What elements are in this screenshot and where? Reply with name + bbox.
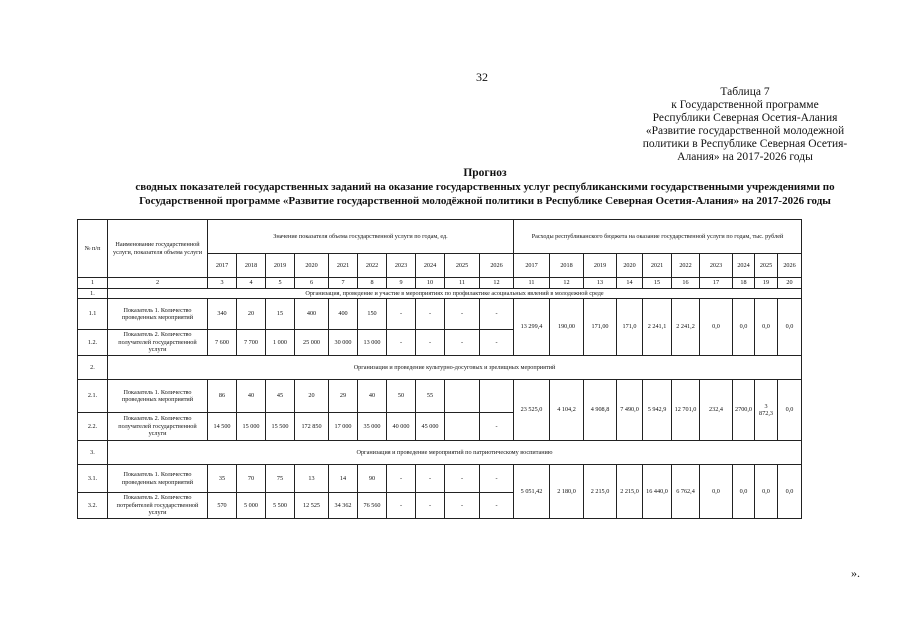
value-cell: 70 <box>237 465 266 493</box>
section-row <box>78 356 802 380</box>
value-cell: - <box>445 493 480 519</box>
table-row <box>78 299 802 330</box>
value-cell: 34 362 <box>329 493 358 519</box>
header-row <box>78 220 802 254</box>
expense-cell: 5 942,9 <box>643 380 672 441</box>
year-header: 2018 <box>550 254 584 278</box>
column-number: 9 <box>387 278 416 289</box>
expense-cell: 23 525,0 <box>514 380 550 441</box>
year-header: 2021 <box>329 254 358 278</box>
column-number: 17 <box>700 278 733 289</box>
value-cell: 40 000 <box>387 413 416 441</box>
value-cell: - <box>445 465 480 493</box>
section-title: Организация и проведение культурно-досуговых и зрелищных мероприятий <box>108 356 802 380</box>
value-cell: 86 <box>208 380 237 413</box>
year-header: 2018 <box>237 254 266 278</box>
row-number: 3.1. <box>78 465 108 493</box>
section-title: Организация, проведение и участие в мероприятиях по профилактике асоциальных явлений в молодежной среде <box>108 288 802 299</box>
value-cell: - <box>445 299 480 330</box>
value-cell: 7 700 <box>237 330 266 356</box>
expense-cell: 0,0 <box>733 299 755 356</box>
column-number: 18 <box>733 278 755 289</box>
value-cell: - <box>387 330 416 356</box>
expense-cell: 0,0 <box>778 299 802 356</box>
table-row <box>78 380 802 413</box>
column-number: 14 <box>617 278 643 289</box>
value-cell: 29 <box>329 380 358 413</box>
section-number: 3. <box>78 441 108 465</box>
expense-cell: 0,0 <box>700 465 733 519</box>
page-number: 32 <box>476 70 488 84</box>
column-number: 2 <box>108 278 208 289</box>
year-header: 2025 <box>755 254 778 278</box>
expense-cell: 0,0 <box>755 299 778 356</box>
expense-cell: 2 215,0 <box>584 465 617 519</box>
expense-cell: 171,00 <box>584 299 617 356</box>
section-row <box>78 288 802 299</box>
header-col-name: Наименование государственной услуги, показателя объема услуги <box>108 220 208 278</box>
value-cell: 45 000 <box>416 413 445 441</box>
expense-cell: 5 051,42 <box>514 465 550 519</box>
expense-cell: 0,0 <box>733 465 755 519</box>
column-number: 11 <box>445 278 480 289</box>
value-cell: - <box>387 465 416 493</box>
expense-cell: 2 215,0 <box>617 465 643 519</box>
value-cell: - <box>480 413 514 441</box>
column-number: 19 <box>755 278 778 289</box>
value-cell: - <box>445 330 480 356</box>
forecast-table <box>77 219 802 519</box>
column-number: 1 <box>78 278 108 289</box>
annex-line: политики в Республике Северная Осетия- <box>642 138 848 150</box>
value-cell: 75 <box>266 465 295 493</box>
value-cell: 14 <box>329 465 358 493</box>
value-cell: - <box>387 493 416 519</box>
year-header: 2023 <box>700 254 733 278</box>
value-cell: 400 <box>295 299 329 330</box>
value-cell: 50 <box>387 380 416 413</box>
value-cell <box>445 413 480 441</box>
expense-cell: 0,0 <box>700 299 733 356</box>
year-header: 2022 <box>672 254 700 278</box>
table-row <box>78 465 802 493</box>
value-cell: - <box>416 330 445 356</box>
expense-cell: 2 180,0 <box>550 465 584 519</box>
expense-cell: 171,0 <box>617 299 643 356</box>
expense-cell: 232,4 <box>700 380 733 441</box>
header-group-values: Значение показателя объема государственной услуги по годам, ед. <box>208 220 514 254</box>
section-title: Организация и проведение мероприятий по патриотическому воспитанию <box>108 441 802 465</box>
value-cell: 76 560 <box>358 493 387 519</box>
year-header: 2026 <box>778 254 802 278</box>
value-cell: 35 000 <box>358 413 387 441</box>
row-number: 1.1 <box>78 299 108 330</box>
value-cell: 15 500 <box>266 413 295 441</box>
value-cell <box>445 380 480 413</box>
column-number: 6 <box>295 278 329 289</box>
annex-line: к Государственной программе <box>671 99 819 111</box>
value-cell <box>480 380 514 413</box>
value-cell: 17 000 <box>329 413 358 441</box>
value-cell: 55 <box>416 380 445 413</box>
column-number: 13 <box>584 278 617 289</box>
year-header: 2020 <box>295 254 329 278</box>
expense-cell: 7 490,0 <box>617 380 643 441</box>
indicator-name: Показатель 2. Количество получателей государственной услуги <box>108 330 208 356</box>
value-cell: 90 <box>358 465 387 493</box>
column-number: 3 <box>208 278 237 289</box>
value-cell: 40 <box>237 380 266 413</box>
value-cell: - <box>416 465 445 493</box>
annex-line: Алания» на 2017-2026 годы <box>677 151 813 163</box>
value-cell: - <box>387 299 416 330</box>
column-number: 20 <box>778 278 802 289</box>
value-cell: - <box>480 493 514 519</box>
row-number: 3.2. <box>78 493 108 519</box>
value-cell: 150 <box>358 299 387 330</box>
indicator-name: Показатель 1. Количество проведенных мероприятий <box>108 380 208 413</box>
closing-mark: ». <box>851 566 860 580</box>
expense-cell: 3 872,3 <box>755 380 778 441</box>
column-numbering-row <box>78 278 802 289</box>
value-cell: - <box>416 299 445 330</box>
year-header: 2021 <box>643 254 672 278</box>
column-number: 16 <box>672 278 700 289</box>
indicator-name: Показатель 1. Количество проведенных мероприятий <box>108 465 208 493</box>
value-cell: 570 <box>208 493 237 519</box>
value-cell: 15 000 <box>237 413 266 441</box>
value-cell: 12 525 <box>295 493 329 519</box>
row-number: 2.2. <box>78 413 108 441</box>
header-col-no: № п/п <box>78 220 108 278</box>
document-title: Прогноз <box>463 167 507 179</box>
expense-cell: 2700,0 <box>733 380 755 441</box>
expense-cell: 190,00 <box>550 299 584 356</box>
column-number: 12 <box>550 278 584 289</box>
value-cell: 340 <box>208 299 237 330</box>
column-number: 4 <box>237 278 266 289</box>
value-cell: 1 000 <box>266 330 295 356</box>
value-cell: 45 <box>266 380 295 413</box>
value-cell: 5 000 <box>237 493 266 519</box>
expense-cell: 4 104,2 <box>550 380 584 441</box>
section-number: 2. <box>78 356 108 380</box>
value-cell: 20 <box>295 380 329 413</box>
header-group-expenses: Расходы республиканского бюджета на оказание государственной услуги по годам, тыс. рублей <box>514 220 802 254</box>
year-header: 2020 <box>617 254 643 278</box>
column-number: 7 <box>329 278 358 289</box>
value-cell: - <box>416 493 445 519</box>
indicator-name: Показатель 2. Количество потребителей государственной услуги <box>108 493 208 519</box>
expense-cell: 2 241,1 <box>643 299 672 356</box>
expense-cell: 13 299,4 <box>514 299 550 356</box>
expense-cell: 2 241,2 <box>672 299 700 356</box>
annex-line: Республики Северная Осетия-Алания <box>652 112 838 124</box>
column-number: 11 <box>514 278 550 289</box>
annex-line: «Развитие государственной молодежной <box>645 125 845 137</box>
value-cell: 13 000 <box>358 330 387 356</box>
document-subtitle-line2: Государственной программе «Развитие государственной молодёжной политики в Республике Северная Осетия-Алания» на 2017-2026 годы <box>139 195 831 207</box>
column-number: 12 <box>480 278 514 289</box>
column-number: 15 <box>643 278 672 289</box>
document-subtitle-line1: сводных показателей государственных заданий на оказание государственных услуг республиканскими государственными учреждениями по <box>135 181 835 193</box>
section-number: 1. <box>78 288 108 299</box>
value-cell: 5 500 <box>266 493 295 519</box>
value-cell: 13 <box>295 465 329 493</box>
column-number: 10 <box>416 278 445 289</box>
year-header: 2017 <box>514 254 550 278</box>
expense-cell: 0,0 <box>778 465 802 519</box>
expense-cell: 4 908,8 <box>584 380 617 441</box>
value-cell: 172 850 <box>295 413 329 441</box>
expense-cell: 16 440,0 <box>643 465 672 519</box>
year-header: 2022 <box>358 254 387 278</box>
row-number: 1.2. <box>78 330 108 356</box>
value-cell: 25 000 <box>295 330 329 356</box>
indicator-name: Показатель 1. Количество проведенных мероприятий <box>108 299 208 330</box>
year-header: 2026 <box>480 254 514 278</box>
value-cell: 20 <box>237 299 266 330</box>
year-header: 2025 <box>445 254 480 278</box>
value-cell: 400 <box>329 299 358 330</box>
expense-cell: 12 701,0 <box>672 380 700 441</box>
expense-cell: 0,0 <box>755 465 778 519</box>
annex-line: Таблица 7 <box>720 86 770 98</box>
year-header: 2024 <box>733 254 755 278</box>
column-number: 5 <box>266 278 295 289</box>
value-cell: 40 <box>358 380 387 413</box>
value-cell: 15 <box>266 299 295 330</box>
expense-cell: 6 762,4 <box>672 465 700 519</box>
year-header: 2019 <box>266 254 295 278</box>
annex-block <box>625 86 865 164</box>
indicator-name: Показатель 2. Количество получателей государственной услуги <box>108 413 208 441</box>
section-row <box>78 441 802 465</box>
expense-cell: 0,0 <box>778 380 802 441</box>
year-header: 2023 <box>387 254 416 278</box>
year-header: 2024 <box>416 254 445 278</box>
value-cell: - <box>480 299 514 330</box>
value-cell: - <box>480 465 514 493</box>
value-cell: - <box>480 330 514 356</box>
column-number: 8 <box>358 278 387 289</box>
value-cell: 35 <box>208 465 237 493</box>
row-number: 2.1. <box>78 380 108 413</box>
value-cell: 7 600 <box>208 330 237 356</box>
year-header: 2017 <box>208 254 237 278</box>
value-cell: 14 500 <box>208 413 237 441</box>
value-cell: 30 000 <box>329 330 358 356</box>
year-header: 2019 <box>584 254 617 278</box>
